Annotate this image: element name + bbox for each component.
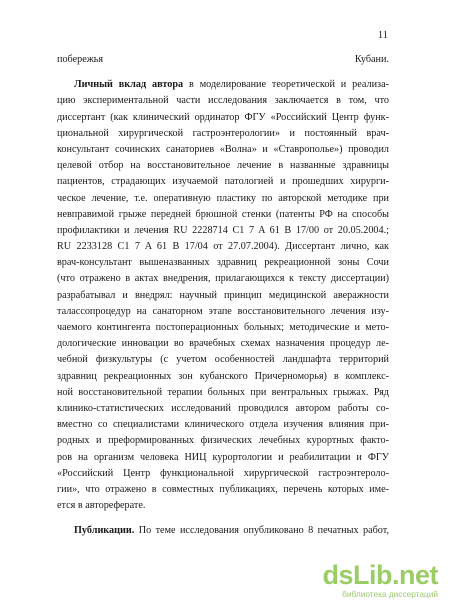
text-line-24: родных и преформированных физических лечебных курортных факто-	[57, 435, 389, 447]
text-line-15: разрабатывал и внедрял: научный принцип медицинской аверажности	[57, 289, 389, 301]
text-line-28: ется в автореферате.	[57, 500, 146, 512]
text-line-20: здравниц рекреационных зон кубанского Причерноморья) в комплекс-	[57, 370, 389, 382]
text-line-13: врач-консультант вышеназванных здравниц рекреационной зоны Сочи	[57, 257, 389, 269]
publications-heading: Публикации.	[74, 525, 135, 537]
text-line-29: Публикации. По теме исследования опубликовано 8 печатных работ,	[74, 525, 389, 537]
watermark	[306, 562, 438, 600]
text-line-2: Личный вклад автора в моделирование теоретической и реализа-	[74, 79, 389, 91]
text-line-16: талассопроцедур на санаторном этапе восстановительного лечения изу-	[57, 305, 389, 317]
text-line-19: чебной физкультуры (с учетом особенностей ландшафта территорий	[57, 354, 389, 366]
text-line-5: циональной хирургической гастроэнтерологии» и постоянный врач-	[57, 127, 389, 139]
contribution-heading: Личный вклад автора	[74, 79, 184, 91]
text-line-6: консультант сочинских санаториев «Волна» и «Ставрополье») проводил	[57, 143, 389, 155]
text-line-9: ческое лечение, т.е. оперативную пластику по авторской методике при	[57, 192, 389, 204]
text-line-23: вместно со специалистами клинического отдела изучения влияния при-	[57, 419, 389, 431]
watermark-subtitle: библиотека диссертаций	[342, 589, 438, 599]
text-line-8: пациентов, страдающих изучаемой патологией и прошедших хирурги-	[57, 176, 389, 188]
text-line-25: ров на организм человека НИЦ курортологии и реабилитации и ФГУ	[57, 451, 389, 463]
text-line-11: профилактики и лечения RU 2228714 C1 7 A 61 B 17/00 от 20.05.2004.;	[57, 224, 389, 236]
text-line-22: клинико-статистических исследований проводился автором работы со-	[57, 402, 389, 414]
text-line-27: гии», что отражено в совместных публикациях, перечень которых име-	[57, 483, 389, 495]
text-line-7: целевой отбор на восстановительное лечение в названные здравницы	[57, 160, 389, 172]
text-line-14: (что отражено в актах внедрения, прилагающихся к тексту диссертации)	[57, 273, 389, 285]
text-line-3: цию экспериментальной части исследования заключается в том, что	[57, 95, 389, 107]
watermark-logo: dsLib.net	[322, 560, 438, 590]
text-line-1: побережья Кубани.	[57, 54, 389, 65]
text-line-10: невправимой грыже передней брюшной стенки (патенты РФ на способы	[57, 208, 389, 220]
text-line-17: чаемого контингента постоперационных больных; методические и мето-	[57, 322, 389, 333]
body-text	[57, 52, 389, 539]
text-line-4: диссертант (как клинический ординатор ФГУ «Российский Центр функ-	[57, 111, 389, 123]
text-line-26: «Российский Центр функциональной хирургической гастроэнтероло-	[57, 467, 389, 479]
page-number: 11	[377, 30, 388, 41]
text-line-21: ной восстановительной терапии больных при вентральных грыжах. Ряд	[57, 386, 389, 398]
text-line-18: дологические инновации во врачебных схемах назначения процедур ле-	[57, 338, 389, 350]
text-line-12: RU 2233128 C1 7 A 61 B 17/04 от 27.07.2004). Диссертант лично, как	[57, 241, 389, 253]
